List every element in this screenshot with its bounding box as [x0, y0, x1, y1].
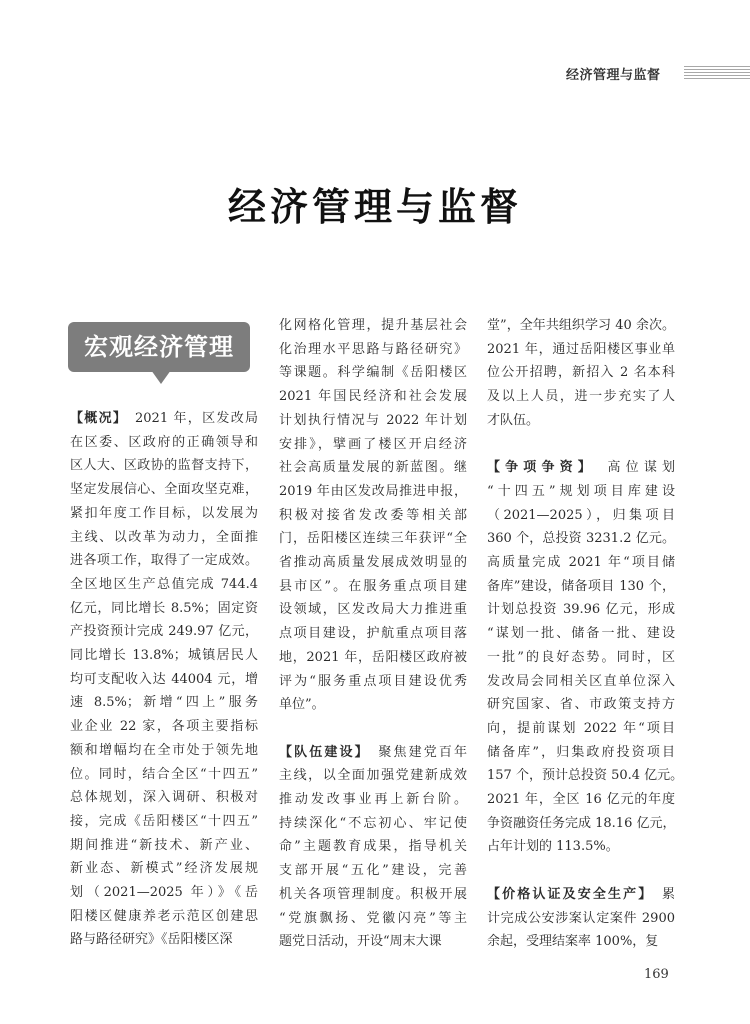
paragraph-line	[70, 407, 258, 431]
paragraph-line: 主线、以改革为动力，全面推	[70, 529, 258, 545]
paragraph-line: 占年计划的 113.5%。	[487, 839, 619, 855]
text-column-1	[70, 0, 258, 948]
paragraph-line: 业企业 22 家，各项主要指标	[70, 719, 258, 735]
paragraph-line: 单位”。	[279, 697, 325, 713]
paragraph-line: “谋划一批、储备一批、建设	[487, 626, 675, 642]
paragraph-line: 安排》，擘画了楼区开启经济	[279, 436, 467, 452]
paragraph-line: 2019 年由区发改局推进申报，	[279, 483, 467, 499]
chapter-title: 经济管理与监督	[227, 184, 522, 229]
paragraph-line: 在区委、区政府的正确领导和	[70, 434, 258, 450]
section-heading: 【队伍建设】	[279, 744, 364, 760]
paragraph-line: 化治理水平思路与路径研究》	[279, 341, 467, 357]
paragraph-line: 计划总投资 39.96 亿元，形成	[487, 602, 675, 618]
paragraph-line: 区人大、区政协的监督支持下，	[70, 458, 258, 474]
section-heading: 【概况】	[70, 411, 121, 426]
paragraph-line: 计划执行情况与 2022 年计划	[279, 412, 467, 428]
paragraph-line: 同比增长 13.8%；城镇居民人	[70, 648, 258, 663]
paragraph-line: 额和增幅均在全市处于领先地	[70, 742, 258, 758]
paragraph-line: 支部开展“五化”建设，完善	[279, 863, 467, 879]
paragraph-line: 360 个，总投资 3231.2 亿元。	[487, 531, 675, 547]
header-rule-decoration	[684, 66, 750, 80]
paragraph-line	[487, 883, 675, 907]
paragraph-line: 余起，受理结案率 100%，复	[487, 934, 659, 950]
paragraph-line: 才队伍。	[487, 412, 540, 428]
paragraph-line: 争资融资任务完成 18.16 亿元，	[487, 815, 676, 831]
paragraph-text: 高位谋划	[589, 460, 675, 476]
paragraph-line: 储备库”，归集政府投资项目	[487, 744, 675, 760]
paragraph-line: 总体规划，深入调研、积极对	[70, 790, 258, 806]
paragraph-line: 新业态、新模式”经济发展规	[70, 861, 258, 877]
paragraph-line: 2021 年，通过岳阳楼区事业单	[487, 341, 675, 357]
section-heading: 【价格认证及安全生产】	[487, 886, 647, 902]
section-heading: 【争项争资】	[487, 460, 590, 476]
paragraph-line: 社会高质量发展的新蓝图。继	[279, 460, 467, 476]
paragraph-line	[279, 741, 467, 765]
paragraph-line	[487, 456, 675, 480]
paragraph-line: 积极对接省发改委等相关部	[279, 507, 467, 523]
paragraph-line: 2021 年，全区 16 亿元的年度	[487, 792, 675, 807]
paragraph-line: 亿元，同比增长 8.5%；固定资	[70, 600, 258, 616]
paragraph-line: 评为“服务重点项目建设优秀	[279, 673, 467, 689]
section-title-badge: 宏观经济管理	[68, 322, 250, 372]
paragraph-line: 位公开招聘，新招入 2 名本科	[487, 365, 675, 381]
paragraph-line: 推动发改事业再上新台阶。	[279, 792, 467, 807]
paragraph-line: “党旗飘扬、党徽闪亮”等主	[279, 910, 467, 926]
paragraph-text: 2021 年，区发改局	[120, 411, 258, 426]
text-column-3	[487, 0, 684, 950]
paragraph-line: 研究国家、省、市政策支持方	[487, 697, 675, 713]
paragraph-line: 机关各项管理制度。积极开展	[279, 886, 467, 902]
paragraph-line: 等课题。科学编制《岳阳楼区	[279, 365, 467, 381]
paragraph-line: 及以上人员，进一步充实了人	[487, 389, 675, 405]
paragraph-line: 发改局会同相关区直单位深入	[487, 673, 675, 689]
paragraph-line: 高质量完成 2021 年“项目储	[487, 555, 675, 570]
paragraph-line: 产投资预计完成 249.97 亿元，	[70, 624, 258, 640]
paragraph-line: 向，提前谋划 2022 年“项目	[487, 720, 675, 736]
paragraph-line: 紧扣年度工作目标，以发展为	[70, 505, 258, 521]
paragraph-line: 阳楼区健康养老示范区创建思	[70, 908, 258, 924]
paragraph-line: 门，岳阳楼区连续三年获评“全	[279, 531, 467, 547]
paragraph-line: 接，完成《岳阳楼区“十四五”	[70, 813, 258, 829]
paragraph-line: 路与路径研究》《岳阳楼区深	[70, 932, 233, 948]
paragraph-line: 点项目建设，护航重点项目落	[279, 626, 467, 642]
paragraph-line: 157 个，预计总投资 50.4 亿元。	[487, 768, 684, 784]
paragraph-line: 期间推进“新技术、新产业、	[70, 837, 258, 853]
paragraph-line: 省推动高质量发展成效明显的	[279, 555, 467, 570]
paragraph-line: 划（2021—2025 年）》《岳	[70, 885, 258, 900]
paragraph-line: （2021—2025），归集项目	[487, 507, 675, 523]
paragraph-line: 均可支配收入达 44004 元，增	[70, 671, 258, 687]
paragraph-line: 地，2021 年，岳阳楼区政府被	[279, 649, 467, 665]
paragraph-line: 备库”建设，储备项目 130 个，	[487, 578, 675, 594]
paragraph-line: 设领域，区发改局大力推进重	[279, 602, 467, 618]
paragraph-line: 位。同时，结合全区“十四五”	[70, 766, 258, 782]
paragraph-line: 持续深化“不忘初心、牢记使	[279, 815, 467, 831]
paragraph-text: 累	[646, 886, 675, 902]
paragraph-line: 全区地区生产总值完成 744.4	[70, 576, 258, 592]
page-number: 169	[644, 967, 669, 982]
paragraph-line: 一批”的良好态势。同时，区	[487, 649, 675, 665]
paragraph-line: “十四五”规划项目库建设	[487, 483, 675, 499]
paragraph-line: 2021 年国民经济和社会发展	[279, 389, 467, 405]
paragraph-line: 坚定发展信心、全面攻坚克难，	[70, 482, 258, 498]
paragraph-line: 命”主题教育成果，指导机关	[279, 839, 467, 855]
paragraph-line: 县市区”。在服务重点项目建	[279, 578, 467, 594]
running-head: 经济管理与监督	[566, 68, 661, 83]
paragraph-line: 化网格化管理，提升基层社会	[279, 318, 467, 333]
paragraph-text: 聚焦建党百年	[363, 744, 467, 760]
paragraph-line: 进各项工作，取得了一定成效。	[70, 553, 258, 569]
paragraph-line: 速 8.5%；新增“四上”服务	[70, 695, 258, 711]
paragraph-line: 主线，以全面加强党建新成效	[279, 768, 467, 784]
text-column-2	[279, 0, 467, 950]
paragraph-line: 计完成公安涉案认定案件 2900	[487, 910, 675, 926]
paragraph-line: 题党日活动，开设“周末大课	[279, 934, 442, 950]
paragraph-line: 堂”，全年共组织学习 40 余次。	[487, 318, 675, 333]
